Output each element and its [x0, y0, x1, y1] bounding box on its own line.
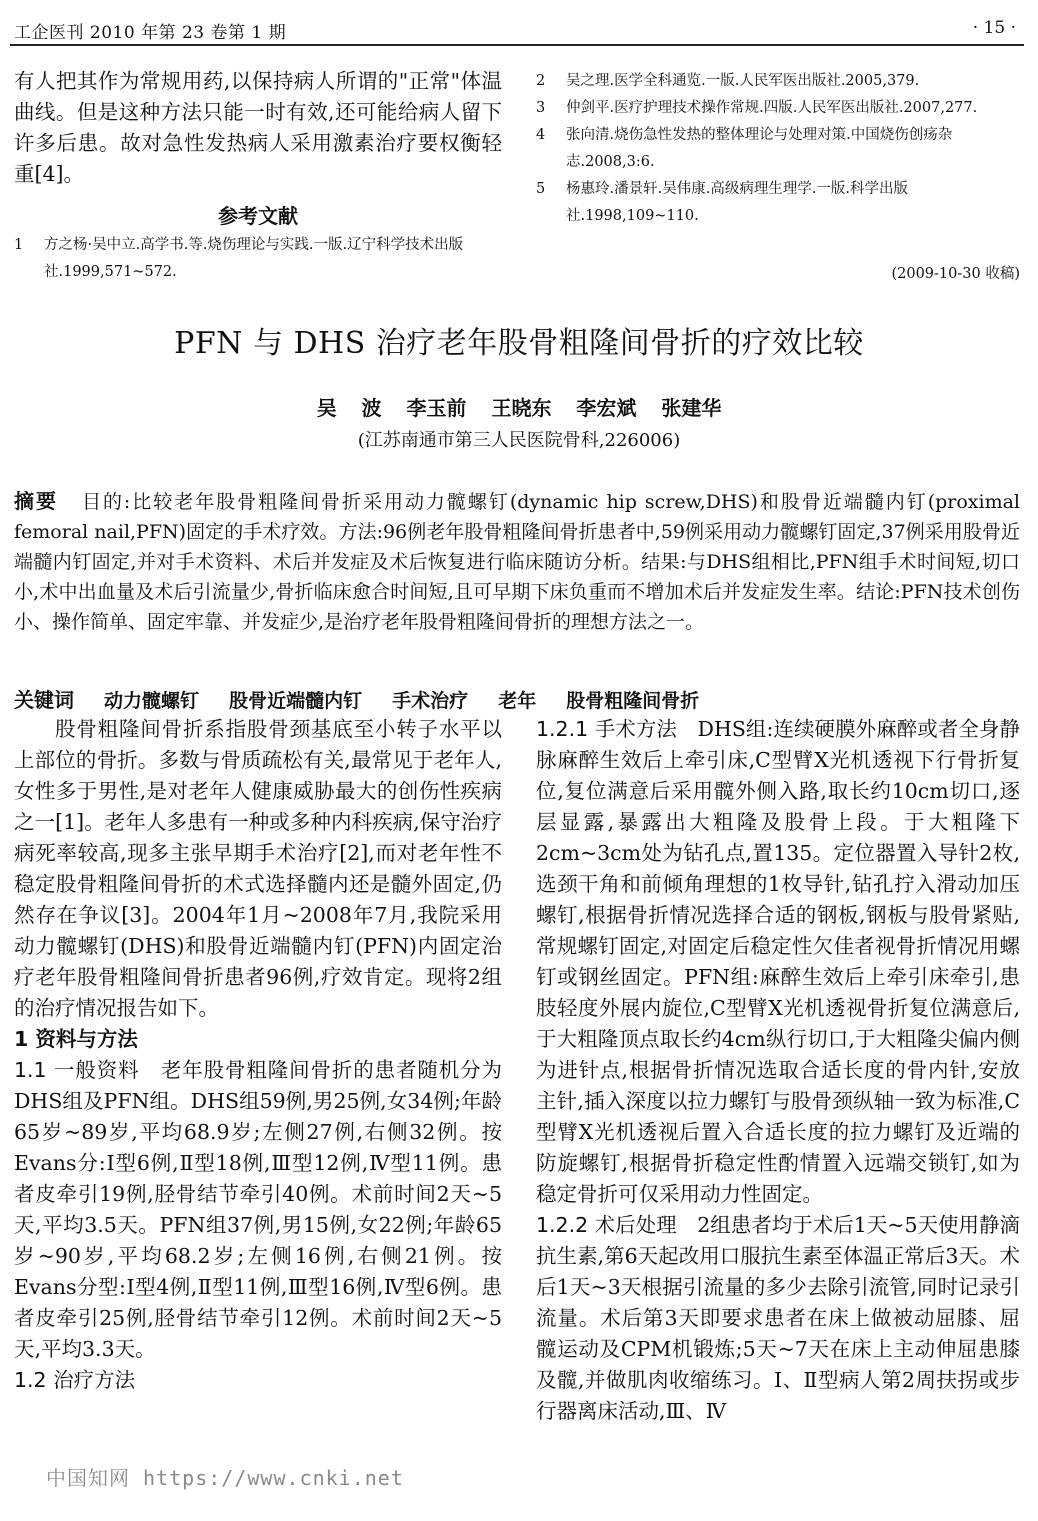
abstract-text: 目的:比较老年股骨粗隆间骨折采用动力髋螺钉(dynamic hip screw,DHS)和股骨近端髓内钉(proximal femoral nail,PFN)固定的手术疗效。方法:96例老年股骨粗隆间骨折患者中,59例采用动力髋螺钉固定,37例采用股骨近端髓内钉固定,并对手术资料、术后并发症及术后恢复进行临床随访分析。结果:与DHS组相比,PFN组手术时间短,切口小,术中出血量及术后引流量少,骨折临床愈合时间短,且可早期下床负重而不增加术后并发症发生率。结论:PFN技术创伤小、操作简单、固定牢靠、并发症少,是治疗老年股骨粗隆间骨折的理想方法之一。: [14, 491, 1020, 633]
reference-text: 张向清.烧伤急性发热的整体理论与处理对策.中国烧伤创疡杂志.2008,3:6.: [566, 127, 953, 170]
reference-list-left: [14, 232, 502, 286]
keyword: 手术治疗: [392, 690, 469, 712]
reference-number: 5: [536, 181, 546, 197]
abstract-label: 摘要: [14, 489, 58, 513]
reference-text: 仲剑平.医疗护理技术操作常规.四版.人民军医出版社.2007,277.: [566, 100, 978, 116]
subsection-heading: 1.1 一般资料: [14, 1058, 140, 1082]
keyword: 股骨粗隆间骨折: [566, 690, 700, 712]
cnki-watermark: 中国知网 https://www.cnki.net: [46, 1466, 404, 1490]
subsection-1-2-2: [536, 1210, 1020, 1427]
subsection-heading: 1.2.2 术后处理: [536, 1213, 677, 1237]
reference-item: [536, 176, 1020, 230]
keyword: 动力髋螺钉: [104, 690, 200, 712]
paragraph: 2组患者均于术后1天~5天使用静滴抗生素,第6天起改用口服抗生素至体温正常后3天。术后1天~3天根据引流量的多少去除引流管,同时记录引流量。术后第3天即要求患者在床上做被动屈膝、屈髋运动及CPM机锻炼;5天~7天在床上主动伸屈患膝及髋,并做肌肉收缩练习。Ⅰ、Ⅱ型病人第2周扶拐或步行器离床活动,Ⅲ、Ⅳ: [536, 1213, 1020, 1423]
reference-text: 方之杨·吴中立.高学书.等.烧伤理论与实践.一版.辽宁科学技术出版社.1999,571~572.: [44, 237, 464, 280]
page-number: · 15 ·: [972, 18, 1016, 38]
reference-number: 2: [536, 73, 546, 89]
keywords-label: 关键词: [14, 688, 74, 712]
reference-item: [14, 232, 502, 286]
keyword: 老年: [498, 690, 537, 712]
reference-item: [536, 68, 1020, 95]
subsection-heading: 1.2.1 手术方法: [536, 717, 677, 741]
reference-item: [536, 122, 1020, 176]
article-authors: 吴 波 李玉前 王晓东 李宏斌 张建华: [316, 396, 722, 420]
reference-list-right: [536, 68, 1020, 230]
subsection-1-1: [14, 1055, 502, 1365]
previous-article-text: 有人把其作为常规用药,以保持病人所谓的"正常"体温曲线。但是这种方法只能一时有效,还可能给病人留下许多后患。故对急性发热病人采用激素治疗要权衡轻重[4]。: [14, 69, 502, 186]
reference-item: [536, 95, 1020, 122]
journal-header: 工企医刊 2010 年第 23 卷第 1 期: [14, 23, 287, 43]
section-heading: 1 资料与方法: [14, 1027, 138, 1051]
subsection-1-2-1: [536, 714, 1020, 1210]
keyword: 股骨近端髓内钉: [229, 690, 363, 712]
abstract: [14, 486, 1020, 637]
reference-number: 3: [536, 100, 546, 116]
header-rule: [10, 44, 1024, 46]
paragraph: DHS组:连续硬膜外麻醉或者全身静脉麻醉生效后上牵引床,C型臂X光机透视下行骨折复位,复位满意后采用髋外侧入路,取长约10cm切口,逐层显露,暴露出大粗隆及股骨上段。于大粗隆下2cm~3cm处为钻孔点,置135。定位器置入导针2枚,选颈干角和前倾角理想的1枚导针,钻孔拧入滑动加压螺钉,根据骨折情况选择合适的钢板,钢板与股骨紧贴,常规螺钉固定,对固定后稳定性欠佳者视骨折情况用螺钉或钢丝固定。PFN组:麻醉生效后上牵引床牵引,患肢轻度外展内旋位,C型臂X光机透视骨折复位满意后,于大粗隆顶点取长约4cm纵行切口,于大粗隆尖偏内侧为进针点,根据骨折情况选取合适长度的骨内针,安放主针,插入深度以拉力螺钉与股骨颈纵轴一致为标准,C型臂X光机透视后置入合适长度的拉力螺钉及近端的防旋螺钉,根据骨折稳定性酌情置入远端交锁钉,如为稳定骨折可仅采用动力性固定。: [536, 717, 1021, 1206]
reference-text: 吴之理.医学全科通览.一版.人民军医出版社.2005,379.: [566, 73, 920, 89]
paragraph: 老年股骨粗隆间骨折的患者随机分为DHS组及PFN组。DHS组59例,男25例,女34例;年龄65岁~89岁,平均68.9岁;左侧27例,右侧32例。按Evans分:Ⅰ型6例,Ⅱ型18例,Ⅲ型12例,Ⅳ型11例。患者皮牵引19例,胫骨结节牵引40例。术前时间2天~5天,平均3.5天。PFN组37例,男15例,女22例;年龄65岁~90岁,平均68.2岁;左侧16例,右侧21例。按Evans分型:Ⅰ型4例,Ⅱ型11例,Ⅲ型16例,Ⅳ型6例。患者皮牵引25例,胫骨结节牵引12例。术前时间2天~5天,平均3.3天。: [14, 1058, 502, 1361]
reference-number: 4: [536, 127, 546, 143]
subsection-heading: 1.2 治疗方法: [14, 1368, 136, 1392]
article-affiliation: (江苏南通市第三人民医院骨科,226006): [357, 430, 681, 451]
intro-paragraph: 股骨粗隆间骨折系指股骨颈基底至小转子水平以上部位的骨折。多数与骨质疏松有关,最常见于老年人,女性多于男性,是对老年人健康威胁最大的创伤性疾病之一[1]。老年人多患有一种或多种内科疾病,保守治疗病死率较高,现多主张早期手术治疗[2],而对老年性不稳定股骨粗隆间骨折的术式选择髓内还是髓外固定,仍然存在争议[3]。2004年1月~2008年7月,我院采用动力髋螺钉(DHS)和股骨近端髓内钉(PFN)内固定治疗老年股骨粗隆间骨折患者96例,疗效肯定。现将2组的治疗情况报告如下。: [14, 717, 502, 1020]
article-title: PFN 与 DHS 治疗老年股骨粗隆间骨折的疗效比较: [174, 326, 864, 361]
references-heading: 参考文献: [218, 204, 298, 228]
keywords: [14, 684, 1020, 713]
reference-text: 杨惠玲.潘景轩.吴伟康.高级病理生理学.一版.科学出版社.1998,109~110.: [566, 181, 909, 224]
received-date: (2009-10-30 收稿): [891, 266, 1020, 282]
reference-number: 1: [14, 237, 24, 253]
left-column: [14, 714, 502, 1396]
right-column: [536, 714, 1020, 1427]
